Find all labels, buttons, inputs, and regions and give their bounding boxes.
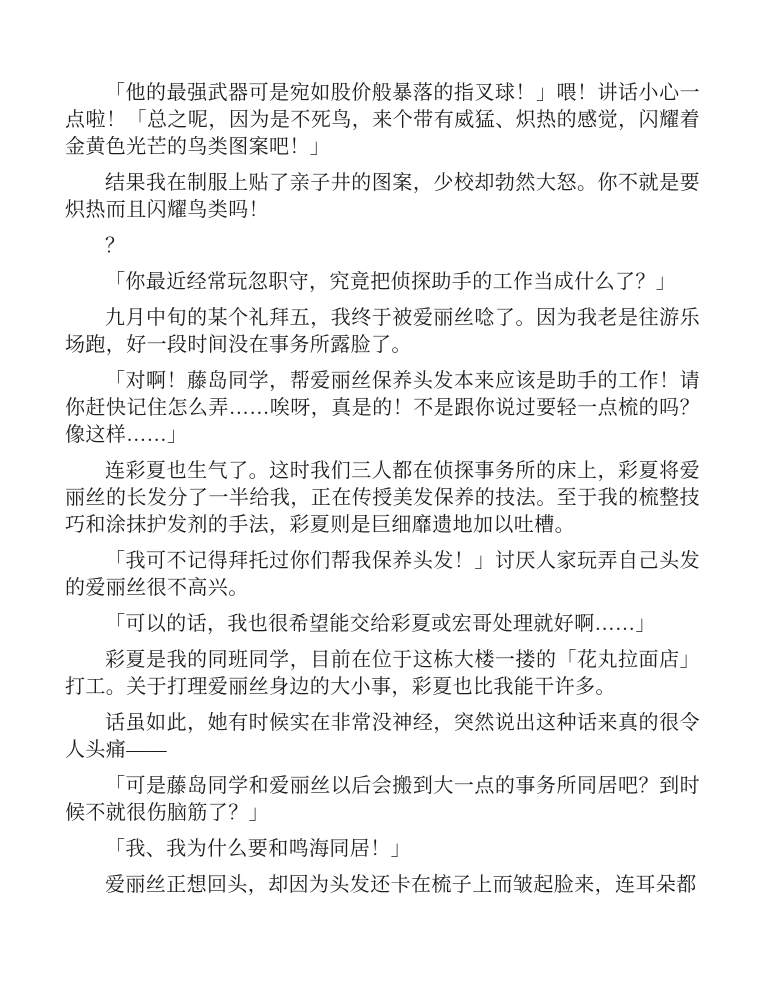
paragraph: 爱丽丝正想回头，却因为头发还卡在梳子上而皱起脸来，连耳朵都 [105,874,697,896]
paragraph: 「你最近经常玩忽职守，究竟把侦探助手的工作当成什么了？」 [105,271,677,293]
paragraph: 连彩夏也生气了。这时我们三人都在侦探事务所的床上，彩夏将爱丽丝的长发分了一半给我，正在传授美发保养的技法。至于我的梳整技巧和涂抹护发剂的手法，彩夏则是巨细靡遗地加以吐槽。 [65,460,700,536]
paragraph: 「我可不记得拜托过你们帮我保养头发！」讨厌人家玩弄自己头发的爱丽丝很不高兴。 [65,550,700,599]
paragraph: 「可以的话，我也很希望能交给彩夏或宏哥处理就好啊……」 [105,613,656,635]
paragraph: 结果我在制服上贴了亲子井的图案，少校却勃然大怒。你不就是要炽热而且闪耀鸟类吗！ [65,172,700,221]
paragraph: 「我、我为什么要和鸣海同居！」 [105,838,411,860]
paragraph: 话虽如此，她有时候实在非常没神经，突然说出这种话来真的很令人头痛—— [65,712,700,761]
paragraph: 彩夏是我的同班同学，目前在位于这栋大楼一搂的「花丸拉面店」打工。关于打理爱丽丝身边的大小事，彩夏也比我能干许多。 [65,649,700,698]
paragraph: 「对啊！藤岛同学，帮爱丽丝保养头发本来应该是助手的工作！请你赶快记住怎么弄……唉呀，真是的！不是跟你说过要轻一点梳的吗？像这样……」 [65,370,700,446]
paragraph: 「他的最强武器可是宛如股价般暴落的指叉球！」喂！讲话小心一点啦！「总之呢，因为是不死鸟，来个带有威猛、炽热的感觉，闪耀着金黄色光芒的鸟类图案吧！」 [65,82,700,158]
paragraph: 九月中旬的某个礼拜五，我终于被爱丽丝唸了。因为我老是往游乐场跑，好一段时间没在事务所露脸了。 [65,307,700,356]
paragraph: 「可是藤岛同学和爱丽丝以后会搬到大一点的事务所同居吧？到时候不就很伤脑筋了？」 [65,775,700,824]
paragraph: ？ [105,235,126,257]
